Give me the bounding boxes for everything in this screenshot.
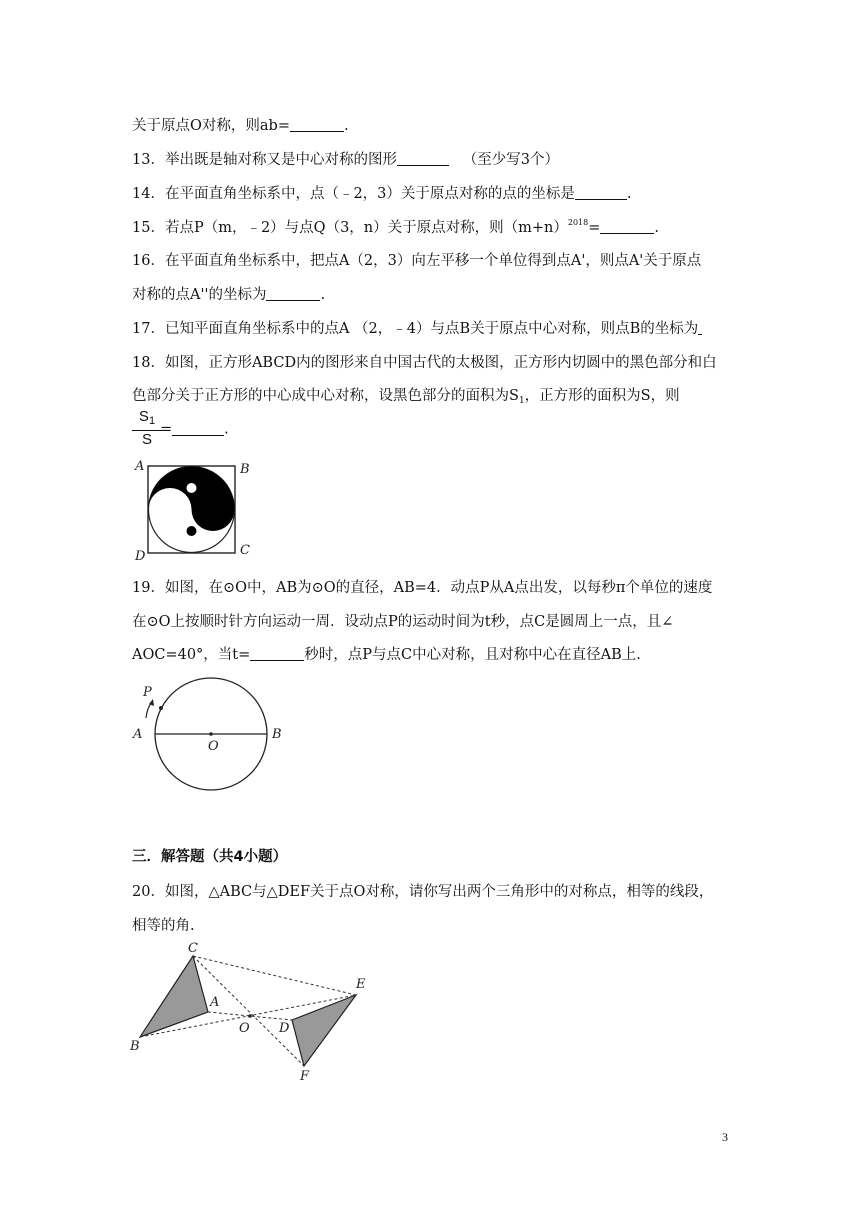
question-18-line-1: 18．如图，正方形ABCD内的图形来自中国古代的太极图，正方形内切圆中的黑色部分和白 [132, 355, 717, 371]
section-3-heading: 三．解答题（共4小题） [132, 849, 288, 865]
segment-of [193, 956, 304, 1066]
triangle-def [292, 995, 356, 1066]
point-o [248, 1014, 252, 1018]
answer-blank [397, 151, 449, 167]
label-b: B [130, 1039, 140, 1054]
question-14: 14．在平面直角坐标系中，点（﹣2，3）关于原点对称的点的坐标是 . [132, 186, 632, 202]
label-c: C [240, 543, 250, 558]
page-number: 3 [722, 1130, 728, 1144]
label-a: A [135, 459, 145, 474]
label-a: A [133, 727, 143, 742]
question-20-line-1: 20．如图，△ABC与△DEF关于点O对称，请你写出两个三角形中的对称点，相等的线段， [132, 884, 714, 900]
answer-blank [698, 320, 702, 336]
question-19-line-2: 在⊙O上按顺时针方向运动一周．设动点P的运动时间为t秒，点C是圆周上一点，且∠ [132, 614, 674, 630]
question-19-line-1: 19．如图，在⊙O中，AB为⊙O的直径，AB=4．动点P从A点出发，以每秒π个单位的速度 [132, 580, 713, 596]
answer-blank [172, 420, 224, 436]
label-f: F [300, 1069, 310, 1080]
label-d: D [279, 1021, 290, 1036]
label-b: B [272, 727, 282, 742]
answer-blank [290, 117, 344, 133]
label-p: P [143, 685, 152, 700]
q12-continuation: 关于原点O对称，则ab= . [132, 118, 349, 134]
question-18-line-2: 色部分关于正方形的中心成中心对称，设黑色部分的面积为$S_1$，正方形的面积为S，则 [132, 388, 680, 406]
label-b: B [240, 462, 250, 477]
question-13: 13．举出既是轴对称又是中心对称的图形 （至少写3个） [132, 152, 560, 168]
label-o: O [239, 1021, 250, 1036]
question-20-line-2: 相等的角. [132, 918, 195, 934]
label-a: A [210, 995, 220, 1010]
question-19-line-3: AOC=40°，当t= 秒时，点P与点C中心对称，且对称中心在直径AB上. [132, 647, 641, 663]
label-c: C [188, 941, 198, 956]
answer-blank [266, 286, 320, 302]
question-16-line-1: 16．在平面直角坐标系中，把点A（2，3）向左平移一个单位得到点A'，则点A'关于原点 [132, 253, 702, 269]
answer-blank [600, 219, 654, 235]
label-e: E [356, 977, 366, 992]
question-15: 15．若点P（m，﹣2）与点Q（3，n）关于原点对称，则$(m+n)^{2018}=$ . [132, 218, 659, 236]
circle-figure [128, 676, 298, 816]
segment-co [193, 956, 356, 995]
label-o: O [208, 739, 219, 754]
triangles-figure [126, 940, 376, 1080]
answer-blank [250, 646, 304, 662]
center-point [209, 732, 213, 736]
question-18-answer: = . [160, 421, 229, 438]
triangle-abc [140, 956, 208, 1037]
question-16-line-2: 对称的点A''的坐标为 . [132, 287, 326, 303]
taiji-white-dot [187, 483, 197, 493]
taiji-square-figure [128, 456, 268, 568]
fraction-s1-over-s: $\frac{S_1}{S}$ [132, 408, 162, 449]
question-17: 17．已知平面直角坐标系中的点A （2，﹣4）与点B关于原点中心对称，则点B的坐标为 [132, 317, 702, 338]
label-d: D [135, 549, 146, 564]
point-p [159, 706, 163, 710]
taiji-black-dot [187, 526, 197, 536]
answer-blank [575, 185, 627, 201]
